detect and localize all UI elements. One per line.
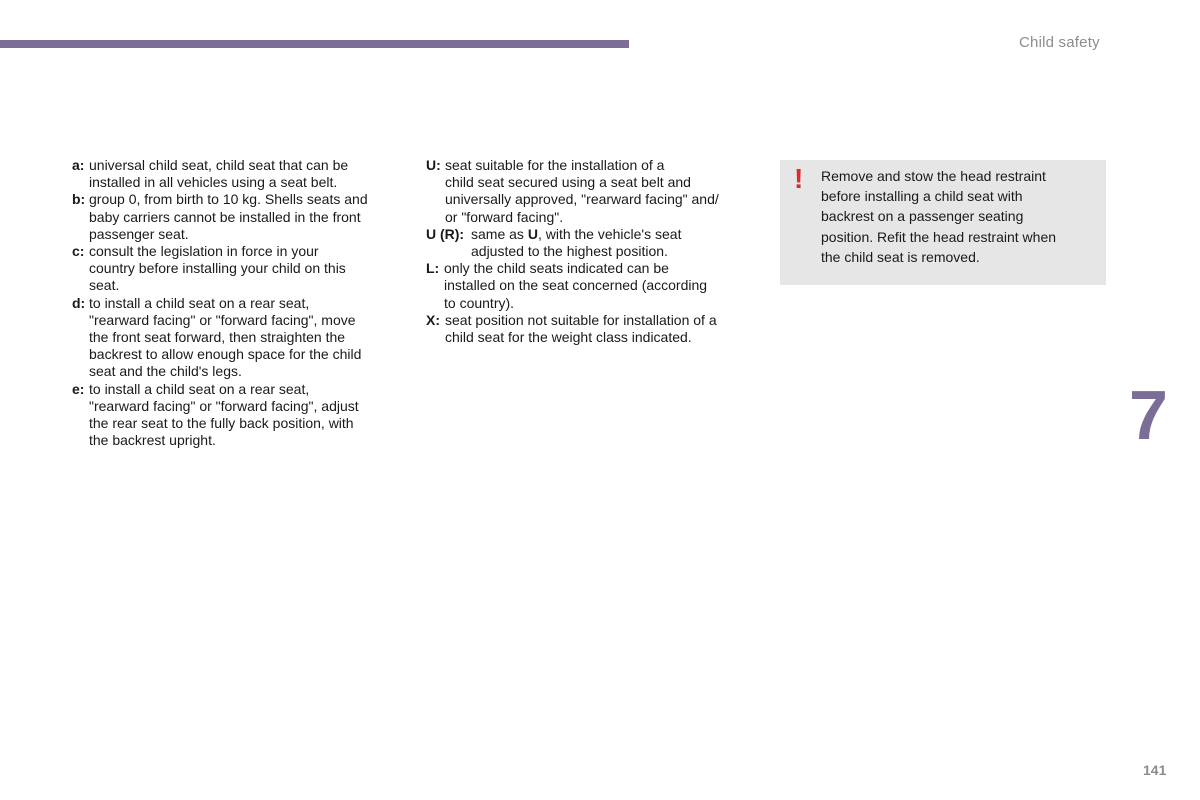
legend-text: group 0, from birth to 10 kg. Shells seats and baby carriers cannot be installed in the front passenger seat. [89,191,368,242]
warning-box [780,160,1106,285]
legend-text: universal child seat, child seat that can be installed in all vehicles using a seat belt. [89,157,349,191]
legend-text-bold: U [527,225,538,242]
legend-term: U (R): [426,225,465,242]
legend-text: to install a child seat on a rear seat, "rearward facing" or "forward facing", adjust the rear seat to the fully back position, with the backrest upright. [89,380,359,449]
legend-term: U: [426,157,441,173]
legend-term: L: [426,260,440,277]
legend-text: consult the legislation in force in your country before installing your child on this seat. [89,243,346,294]
legend-term: X: [426,311,440,328]
legend-text: to install a child seat on a rear seat, "rearward facing" or "forward facing", move the front seat forward, then straighten the backrest to allow enough space for the child seat and the child's legs. [89,294,362,380]
legend-text: seat position not suitable for installation of a child seat for the weight class indicated. [445,311,717,346]
legend-item-b [72,191,412,243]
legend-item-u-r [426,226,766,260]
legend-term: c: [72,243,85,260]
legend-left-column [72,157,412,449]
legend-text-after: , with the vehicle's seat adjusted to the highest position. [471,225,682,260]
legend-item-a [72,157,412,191]
legend-item-l [426,260,766,312]
header-accent-bar [0,40,629,48]
legend-item-u [426,157,766,226]
exclamation-icon: ! [794,163,804,194]
page-number: 141 [1143,762,1167,778]
legend-text-before: same as [471,225,528,242]
legend-item-e [72,381,412,450]
legend-term: b: [72,191,86,208]
warning-text: Remove and stow the head restraint before installing a child seat with backrest on a passenger seating position. Refit the head restraint when the child seat is removed. [821,168,1057,265]
legend-item-x [426,312,766,346]
legend-text: seat suitable for the installation of a child seat secured using a seat belt and universally approved, "rearward facing" and/ or "forward facing". [445,157,719,225]
legend-term: a: [72,157,85,173]
chapter-number: 7 [1129,376,1168,454]
legend-term: d: [72,294,86,311]
legend-item-c [72,243,412,295]
legend-item-d [72,295,412,381]
legend-text: only the child seats indicated can be installed on the seat concerned (according to country). [444,260,708,311]
section-title: Child safety [1019,34,1100,51]
legend-text [471,226,681,259]
legend-term: e: [72,380,85,397]
legend-middle-column [426,157,766,346]
